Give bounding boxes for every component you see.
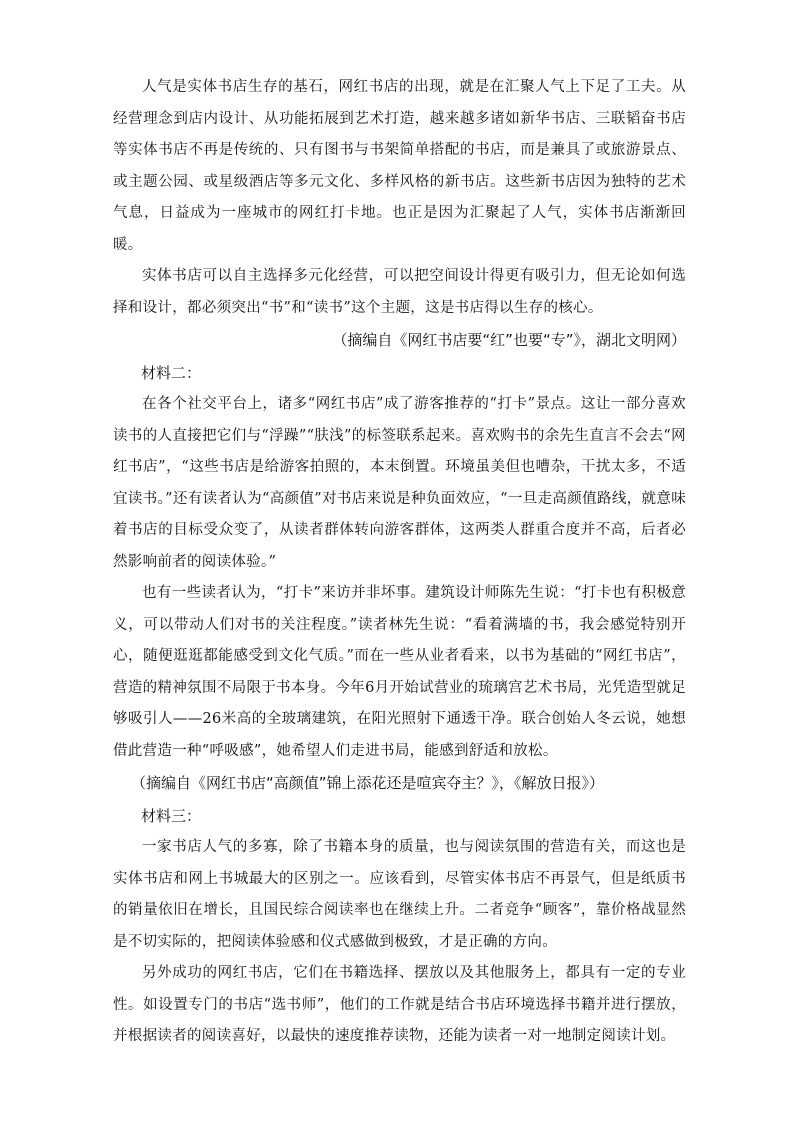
paragraph: 也有一些读者认为，“打卡”来访并非坏事。建筑设计师陈先生说：“打卡也有积极意义，可以带动人们对书的关注程度。”读者林先生说：“看着满墙的书，我会感觉特别开心，随便逛逛都能感受到文化气质。”而在一些从业者看来，以书为基础的“网红书店”，营造的精神氛围不局限于书本身。今年6月开始试营业的琉璃宫艺术书局，光凭造型就足够吸引人——26米高的全玻璃建筑，在阳光照射下通透干净。联合创始人冬云说，她想借此营造一种“呼吸感”，她希望人们走进书局，能感到舒适和放松。 (113, 585, 686, 759)
paragraph: 另外成功的网红书店，它们在书籍选择、摆放以及其他服务上，都具有一定的专业性。如设置专门的书店“选书师”，他们的工作就是结合书店环境选择书籍并进行摆放，并根据读者的阅读喜好，以最快的速度推荐读物，还能为读者一对一地制定阅读计划。 (113, 965, 686, 1044)
material-heading: 材料二： (141, 364, 202, 382)
material-heading: 材料三： (141, 807, 202, 825)
source-citation: （摘编自《网红书店“高颜值”锦上添花还是喧宾夺主？》，《解放日报》） (131, 774, 605, 792)
paragraph: 实体书店可以自主选择多元化经营，可以把空间设计得更有吸引力，但无论如何选择和设计，都必须突出“书”和“读书”这个主题，这是书店得以生存的核心。 (113, 268, 686, 316)
source-citation: （摘编自《网红书店要“红”也要“专”》，湖北文明网） (332, 331, 686, 349)
article-body (113, 72, 686, 1053)
paragraph: 一家书店人气的多寡，除了书籍本身的质量，也与阅读氛围的营造有关，而这也是实体书店和网上书城最大的区别之一。应该看到，尽管实体书店不再景气，但是纸质书的销量依旧在增长，且国民综合阅读率也在继续上升。二者竞争“顾客”，靠价格战显然是不切实际的，把阅读体验感和仪式感做到极致，才是正确的方向。 (113, 839, 686, 950)
paragraph: 在各个社交平台上，诸多“网红书店”成了游客推荐的“打卡”景点。这让一部分喜欢读书的人直接把它们与“浮躁”“肤浅”的标签联系起来。喜欢购书的余先生直言不会去“网红书店”，“这些书店是给游客拍照的，本末倒置。环境虽美但也嘈杂，干扰太多，不适宜读书。”还有读者认为“高颜值”对书店来说是种负面效应，“一旦走高颜值路线，就意味着书店的目标受众变了，从读者群体转向游客群体，这两类人群重合度并不高，后者必然影响前者的阅读体验。” (113, 396, 686, 570)
paragraph: 人气是实体书店生存的基石，网红书店的出现，就是在汇聚人气上下足了工夫。从经营理念到店内设计、从功能拓展到艺术打造，越来越多诸如新华书店、三联韬奋书店等实体书店不再是传统的、只有图书与书架简单搭配的书店，而是兼具了或旅游景点、或主题公园、或星级酒店等多元文化、多样风格的新书店。这些新书店因为独特的艺术气息，日益成为一座城市的网红打卡地。也正是因为汇聚起了人气，实体书店渐渐回暖。 (113, 79, 686, 253)
